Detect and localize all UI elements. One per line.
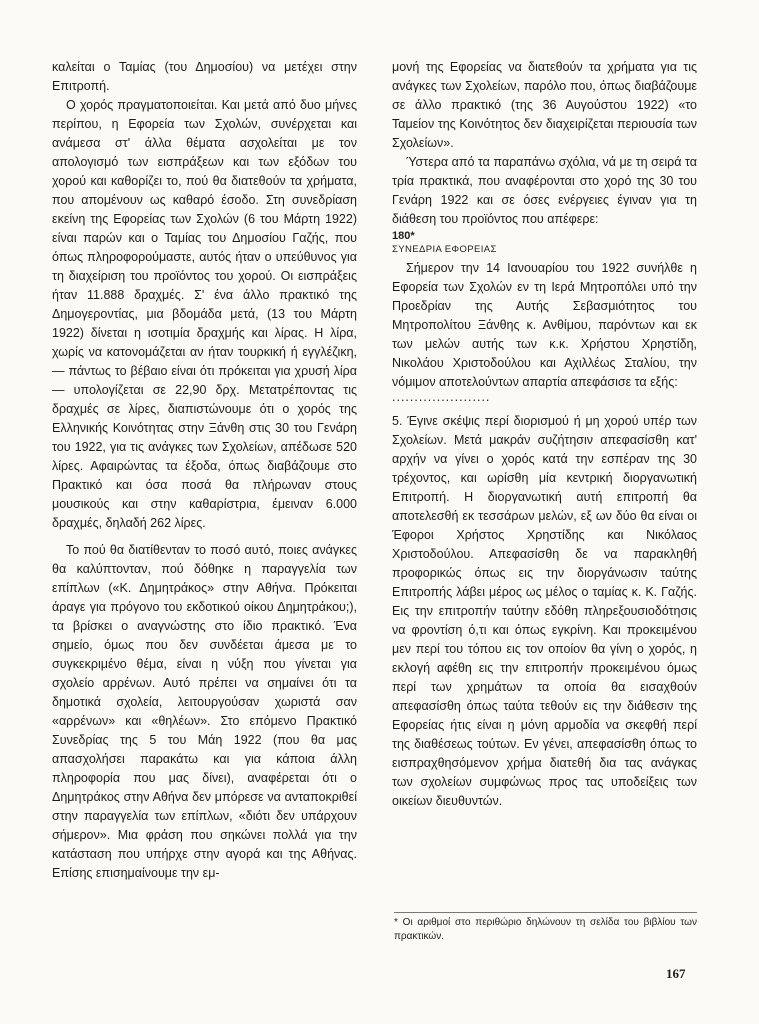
paragraph: Το πού θα διατίθενταν το ποσό αυτό, ποιες ανάγκες θα καλύπτονταν, πού δόθηκε η παραγγελία των επίπλων («Κ. Δημητράκος» στην Αθήνα. Πρόκειται άραγε για πρόγονο του εκδοτικού οίκου Δημητράκου;), τα βρίσκει ο αναγνώστης στο ίδιο πρακτικό. Ένα σημείο, όμως που δεν συνδέεται άμεσα με το συγκεκριμένο θέμα, είναι η νύξη που γίνεται για σχολείο αρρένων. Αυτό πρέπει να σημαίνει ότι τα δημοτικά σχολεία, λειτουργούσαν χωριστά σαν «αρρένων» και «θηλέων». Στο επόμενο Πρακτικό Συνεδρίας της 5 του Μάη 1922 (που θα μας απασχολήσει παρακάτω και για κάποια άλλη πληροφορία που μας δίνει), αναφέρεται ότι ο Δημητράκος στην Αθήνα δεν μπόρεσε να ανταποκριθεί στην παραγγελία των επίπλων, «διότι δεν υπάρχουν σήμερον». Μια φράση που σηκώνει πολλά για την κατάσταση που υπήρχε στην αγορά και της Αθήνας. Επίσης επισημαίνουμε την εμ-: [52, 543, 357, 880]
paragraph: Σήμερον την 14 Ιανουαρίου του 1922 συνήλθε η Εφορεία των Σχολών εν τη Ιερά Μητροπόλει υπό την Προεδρίαν της Αυτής Σεβασμιότητος του Μητροπολίτου Ξάνθης κ. Ανθίμου, παρόντων και εκ των μελών αυτής των κ.κ. Χρήστου Χρηστίδη, Νικολάου Χριστοδούλου και Αχιλλέως Σταλίου, την νόμιμον αποτελούντων απαρτία απεφάσισε τα εξής:: [392, 261, 697, 389]
paragraph: Ο χορός πραγματοποιείται. Και μετά από δυο μήνες περίπου, η Εφορεία των Σχολών, συνέρχεται και ανάμεσα στ' άλλα θέματα ασχολείται με τον απολογισμό των εισπράξεων και των εξόδων του χορού και καθορίζει το, πού θα διατεθούν τα χρήματα, που απομένουν ως καθαρό έσοδο. Στη συνεδρίαση εκείνη της Εφορείας των Σχολών (6 του Μάρτη 1922) είναι παρών και ο Ταμίας του Δημοσίου Γαζής, που όπως πληροφορούμαστε, αυτός ήταν ο υπεύθυνος για τη διαχείριση του προϊόντος του χορού. Οι εισπράξεις ήταν 11.888 δραχμές. Σ' ένα άλλο πρακτικό της Δημογεροντίας, μια βδομάδα μετά, (13 του Μάρτη 1922) δίνεται η ισοτιμία δραχμής και λίρας. Η λίρα, χωρίς να κατονομάζεται αν ήταν τουρκική ή εγγλέζικη, — πάντως το βέβαιο είναι ότι πρόκειται για χρυσή λίρα — υπολογίζεται σε 22,90 δρχ. Μετατρέποντας τις δραχμές σε λίρες, διαπιστώνουμε ότι ο χορός της Ελληνικής Κοινότητας στην Ξάνθη στις 30 του Γενάρη του 1922, για τις ανάγκες των Σχολείων, απέδωσε 520 λίρες. Αφαιρώντας τα έξοδα, όπως διαβάζουμε στο Πρακτικό και όσα ποσά θα πλήρωναν στους μουσικούς και στην καθαρίστρια, έμειναν 6.000 δραχμές, δηλαδή 262 λίρες.: [52, 98, 357, 530]
paragraph: καλείται ο Ταμίας (του Δημοσίου) να μετέχει στην Επιτροπή.: [52, 60, 357, 93]
section-label: ΣΥΝΕΔΡΙΑ ΕΦΟΡΕΙΑΣ: [392, 244, 497, 255]
left-column: [52, 58, 357, 883]
paragraph: 5. Έγινε σκέψις περί διορισμού ή μη χορού υπέρ των Σχολείων. Μετά μακράν συζήτησιν απεφασίσθη κατ' αρχήν να γίνει ο χορός κατά την εσπέραν της 30 τρέχοντος, και ωρίσθη μία κεντρική διοργανωτική Επιτροπή. Η διοργανωτική αυτή επιτροπή θα αποτελεσθή εκ τεσσάρων μελών, εξ ων δύο θα είναι οι Έφοροι Χρήστος Χρηστίδης και Νικόλαος Χριστοδούλου. Απεφασίσθη δε να παρακληθή προφορικώς όπως εις την διοργάνωσιν ταύτης Επιτροπής λάβει μέρος ως μέλος ο ταμίας κ. Κ. Γαζής. Εις την επιτροπήν ταύτην εδόθη πληρεξουσιοδότησις να φροντίση ό,τι και όπως εγκρίνη. Και προκειμένου μεν περί του τόπου εις τον οποίον θα γίνη ο χορός, η εκλογή αφέθη εις την επιτροπήν προκειμένου όμως περί των χρημάτων τα οποία θα εισαχθούν απεφασίσθη όπως ταύτα τεθούν εις την διάθεσιν της Εφορείας ήτις είναι η μόνη αρμοδία να σκεφθή περί της διαθέσεως τούτων. Εν γένει, απεφασίσθη όπως το εισπραχθησόμενον χρήμα διατεθή δια τας ανάγκας των σχολείων συμφώνως προς τας υποδείξεις των οικείων διευθυντών.: [392, 414, 697, 808]
right-column: [392, 58, 697, 811]
page-number: 167: [666, 966, 686, 981]
paragraph: Ύστερα από τα παραπάνω σχόλια, νά με τη σειρά τα τρία πρακτικά, που αναφέρονται στο χορό της 30 του Γενάρη 1922 και σε όσες ενέργειες έγιναν για τη διάθεση του προϊόντος που απέφερε:: [392, 155, 697, 226]
paragraph: μονή της Εφορείας να διατεθούν τα χρήματα για τις ανάγκες των Σχολείων, παρόλο που, όπως διαβάζουμε σε άλλο πρακτικό (της 36 Αυγούστου 1922) «το Ταμείον της Κοινότητος δεν διαχειρίζεται περιουσία των Σχολείων».: [392, 60, 697, 150]
margin-page-marker: 180*: [392, 230, 415, 242]
footnote: * Οι αριθμοί στο περιθώριο δηλώνουν τη σελίδα του βιβλίου των πρακτικών.: [394, 912, 697, 944]
ellipsis-dots: ......................: [392, 390, 491, 404]
